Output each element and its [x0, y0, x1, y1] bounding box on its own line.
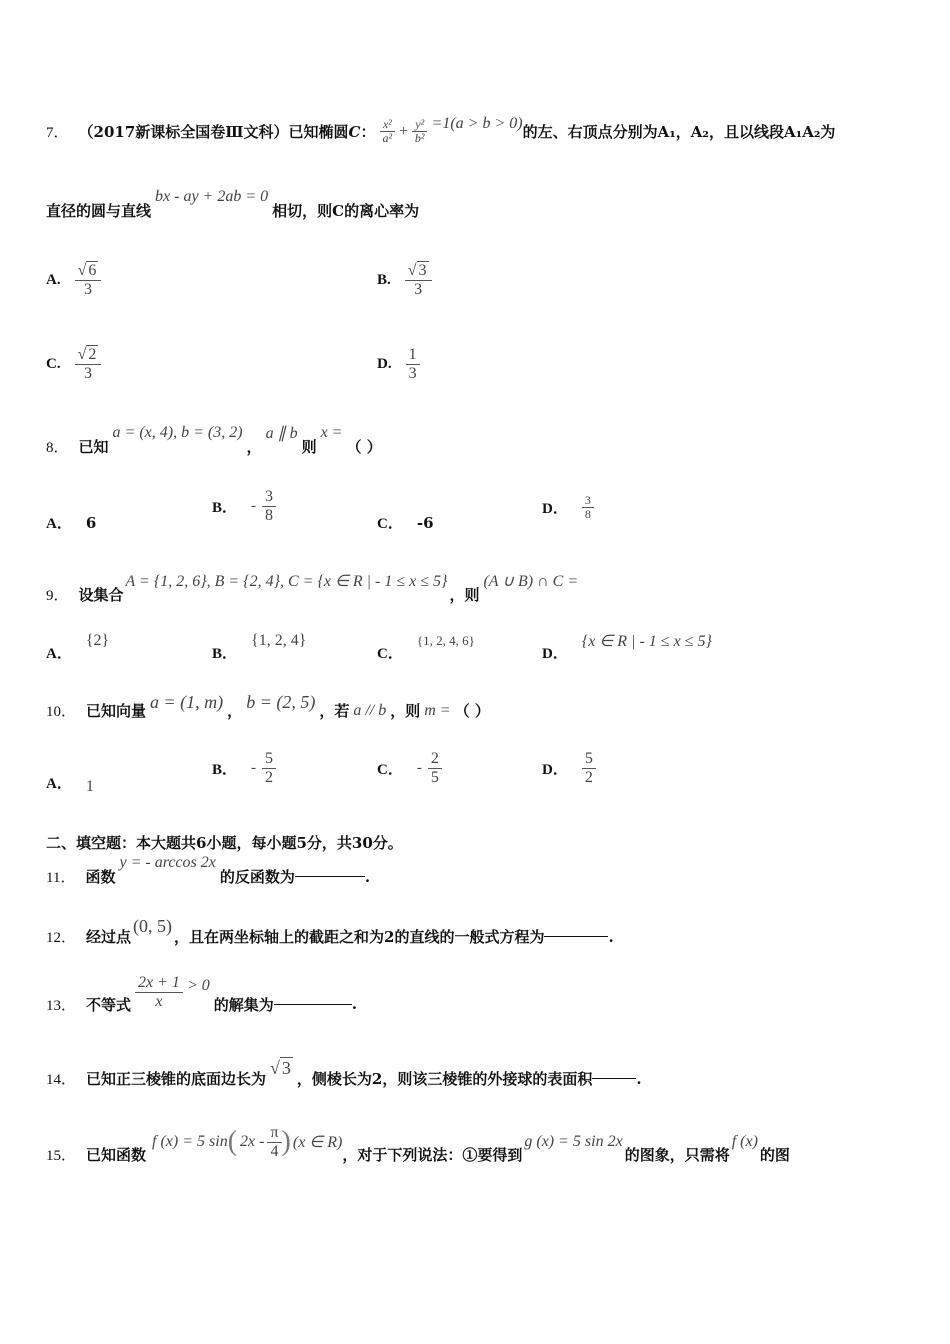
period: .	[636, 1069, 642, 1088]
option-fraction	[582, 494, 594, 521]
q7-option-d[interactable]	[377, 346, 420, 382]
q10-option-c[interactable]	[377, 750, 442, 786]
question-text: 相切，则C的离心率为	[272, 202, 420, 220]
fraction-numerator: 3	[582, 494, 594, 508]
option-fraction	[262, 750, 276, 786]
function-f: f (x)	[731, 1133, 758, 1151]
question-number: 14．	[46, 1072, 77, 1088]
option-value: {1, 2, 4}	[251, 631, 307, 649]
fraction-numerator: 2x + 1	[135, 974, 183, 993]
question-text: 不等式	[86, 995, 132, 1014]
period: .	[364, 867, 371, 886]
q9-option-b[interactable]	[212, 630, 307, 662]
option-value: -6	[416, 513, 434, 532]
question-text: 已知向量	[86, 702, 147, 720]
q7-option-b[interactable]	[377, 262, 432, 298]
fraction-numerator: 2	[428, 750, 442, 769]
option-label: B．	[212, 499, 238, 516]
question-text: 则	[301, 438, 317, 456]
question-text: ，则	[390, 702, 421, 720]
fraction-numerator: √ 6	[75, 262, 102, 281]
minus-sign: -	[251, 497, 257, 514]
question-7-line1	[46, 114, 836, 146]
question-number: 9．	[46, 588, 69, 604]
fraction-numerator: π	[267, 1124, 281, 1143]
option-label: A．	[46, 646, 72, 662]
fraction-denominator: 3	[83, 280, 92, 298]
fraction-denominator: 3	[408, 364, 417, 382]
unknown-x: x =	[320, 423, 343, 441]
function-expression: y = - arccos 2x	[119, 853, 216, 871]
minus-sign: -	[416, 759, 422, 776]
option-label: D．	[542, 501, 568, 518]
fraction-x2-a2	[380, 118, 396, 145]
inequality-fraction	[135, 974, 183, 1010]
fraction-denominator: 8	[265, 506, 274, 524]
domain-condition: (x ∈ R)	[292, 1134, 343, 1152]
question-text: 已知正三棱锥的底面边长为	[86, 1070, 267, 1088]
option-value: 6	[85, 513, 97, 532]
question-11-line	[46, 853, 371, 887]
question-text: ，对于下列说法：①要得到	[342, 1145, 523, 1164]
question-text: 的图象，只需将	[624, 1145, 730, 1164]
question-number: 10．	[46, 704, 77, 720]
option-value: 1	[85, 777, 94, 795]
parallel-condition: a ∥ b	[265, 424, 298, 442]
period: .	[351, 995, 357, 1014]
option-label: B.	[377, 271, 391, 288]
question-10-line	[46, 692, 490, 721]
fraction-denominator: a²	[382, 131, 393, 146]
vector-b: b = (2, 5)	[246, 692, 316, 712]
answer-blank[interactable]	[592, 1078, 636, 1079]
option-label: D．	[542, 761, 568, 778]
q8-option-b[interactable]	[212, 488, 276, 524]
comma: ，	[227, 702, 243, 720]
fraction-denominator: 2	[584, 768, 593, 786]
plus-sign: +	[398, 122, 409, 140]
q9-option-c[interactable]	[377, 630, 475, 662]
right-paren: )	[281, 1126, 291, 1158]
answer-paren: （ ）	[454, 702, 490, 720]
option-label: C．	[377, 646, 403, 662]
fraction-numerator: √ 3	[405, 262, 432, 281]
question-number: 8．	[46, 440, 69, 456]
question-text: 函数	[85, 868, 116, 886]
question-8-line	[46, 423, 382, 457]
answer-blank[interactable]	[274, 1004, 352, 1005]
answer-blank[interactable]	[295, 876, 365, 877]
question-text: 的解集为	[213, 995, 274, 1014]
option-value: {x ∈ R | - 1 ≤ x ≤ 5}	[581, 632, 712, 650]
question-text: 直径的圆与直线	[46, 202, 152, 220]
fraction-denominator: 8	[584, 507, 591, 522]
q8-option-a[interactable]	[46, 512, 96, 533]
sqrt-radicand: 3	[281, 1058, 291, 1078]
fraction-numerator: y²	[412, 118, 427, 132]
q8-option-c[interactable]	[377, 512, 434, 533]
fraction-denominator: x	[155, 992, 163, 1010]
fraction-numerator: 3	[262, 488, 276, 507]
q8-option-d[interactable]	[542, 494, 594, 521]
question-text: （2017新课标全国卷Ⅲ文科）已知椭圆	[78, 123, 349, 142]
question-12-line	[46, 916, 614, 947]
set-expression: (A ∪ B) ∩ C =	[483, 572, 579, 590]
option-fraction	[75, 346, 102, 382]
option-fraction	[75, 262, 102, 298]
option-fraction	[406, 346, 420, 382]
parallel-condition: a // b	[353, 701, 387, 719]
question-text: ，若	[319, 702, 350, 720]
ellipse-name: C	[348, 122, 361, 141]
option-label: A.	[46, 271, 61, 288]
function-expression: f (x) = 5 sin	[152, 1133, 228, 1151]
q7-option-a[interactable]	[46, 262, 101, 298]
option-label: A．	[46, 516, 72, 532]
option-fraction	[405, 262, 432, 298]
line-equation: bx - ay + 2ab = 0	[155, 187, 269, 205]
option-label: C.	[46, 355, 61, 372]
fraction-numerator: 1	[406, 346, 420, 365]
fraction-numerator: 5	[582, 750, 596, 769]
q9-option-d[interactable]	[542, 630, 712, 662]
inner-expression: 2x -	[240, 1133, 265, 1151]
answer-paren: （ ）	[346, 438, 382, 456]
option-label: B．	[212, 761, 238, 778]
q7-option-c[interactable]	[46, 346, 101, 382]
fraction-y2-b2	[412, 118, 428, 145]
question-13-line	[46, 974, 357, 1014]
fraction-numerator: 5	[262, 750, 276, 769]
sqrt-value: √ 3	[270, 1058, 291, 1078]
option-fraction	[582, 750, 596, 786]
question-text: 的图	[759, 1145, 790, 1164]
vector-a: a = (1, m)	[150, 692, 224, 712]
point-coordinates: (0, 5)	[133, 916, 173, 936]
option-label: C．	[377, 516, 403, 532]
unknown-m: m =	[424, 701, 451, 719]
question-text: ，则	[449, 586, 480, 604]
pi-fraction	[267, 1124, 281, 1160]
sqrt-radicand: 3	[418, 262, 427, 279]
fraction-denominator: 2	[265, 768, 274, 786]
fraction-denominator: b²	[414, 131, 425, 146]
option-fraction	[428, 750, 442, 786]
question-9-line	[46, 572, 579, 605]
question-number: 13．	[46, 997, 77, 1014]
question-7-line2	[46, 187, 420, 221]
option-value: {2}	[85, 631, 110, 649]
question-text: 已知函数	[86, 1145, 147, 1164]
colon: ：	[360, 123, 376, 142]
question-text: 设集合	[78, 586, 124, 604]
vector-definitions: a = (x, 4), b = (3, 2)	[112, 423, 243, 441]
left-paren: (	[227, 1126, 238, 1158]
option-label: A．	[46, 776, 72, 792]
set-definitions: A = {1, 2, 6}, B = {2, 4}, C = {x ∈ R | - 1 ≤ x ≤ 5}	[125, 572, 448, 590]
q10-option-b[interactable]	[212, 750, 276, 786]
question-number: 7．	[46, 125, 69, 142]
sqrt-radicand: 2	[88, 346, 97, 363]
option-label: D．	[542, 646, 568, 662]
question-text: 的左、右顶点分别为A₁，A₂，且以线段A₁A₂为	[522, 123, 836, 142]
q10-option-d[interactable]	[542, 750, 596, 786]
function-g: g (x) = 5 sin 2x	[524, 1133, 623, 1151]
option-fraction	[262, 488, 276, 524]
fraction-denominator: 3	[414, 280, 423, 298]
question-text: 已知	[78, 438, 109, 456]
sqrt-radicand: 6	[88, 262, 97, 279]
question-text: 的反函数为	[219, 868, 295, 886]
fraction-numerator: √ 2	[75, 346, 102, 365]
fraction-numerator: x²	[380, 118, 395, 132]
option-value: {1, 2, 4, 6}	[416, 632, 475, 648]
minus-sign: -	[251, 759, 257, 776]
question-text: ，侧棱长为2，则该三棱锥的外接球的表面积	[296, 1070, 593, 1088]
question-number: 15．	[46, 1147, 77, 1164]
q10-option-a[interactable]	[46, 772, 94, 793]
option-label: B．	[212, 646, 238, 662]
fraction-denominator: 3	[83, 364, 92, 382]
question-14-line	[46, 1058, 642, 1089]
ellipse-condition: =1(a > b > 0)	[431, 114, 523, 132]
question-number: 12．	[46, 930, 77, 946]
q9-option-a[interactable]	[46, 630, 110, 662]
fraction-denominator: 4	[270, 1142, 279, 1160]
option-label: C．	[377, 761, 403, 778]
question-15-line	[46, 1124, 790, 1164]
question-text: ，且在两坐标轴上的截距之和为2的直线的一般式方程为	[174, 928, 545, 946]
comma: ，	[246, 438, 262, 456]
fraction-denominator: 5	[430, 768, 439, 786]
period: .	[608, 927, 614, 946]
answer-blank[interactable]	[544, 936, 608, 937]
option-label: D.	[377, 355, 392, 372]
question-text: 经过点	[86, 928, 132, 946]
section-heading: 二、填空题：本大题共6小题，每小题5分，共30分。	[46, 834, 403, 852]
inequality-rest: > 0	[186, 977, 210, 995]
question-number: 11．	[46, 870, 76, 886]
